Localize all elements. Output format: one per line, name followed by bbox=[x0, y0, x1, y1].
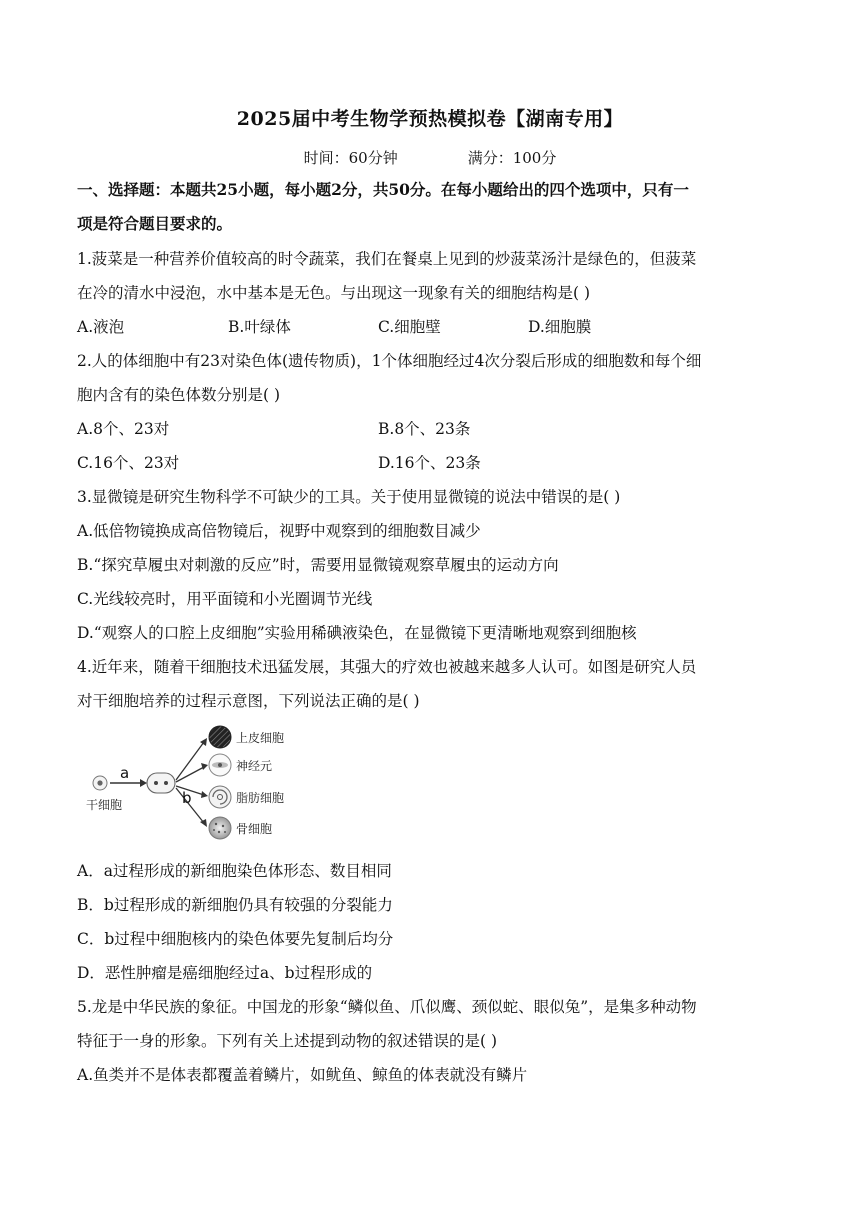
question-5-line2: 特征于一身的形象。下列有关上述提到动物的叙述错误的是( ) bbox=[77, 1032, 498, 1050]
question-1-line2: 在冷的清水中浸泡，水中基本是无色。与出现这一现象有关的细胞结构是( ) bbox=[77, 284, 591, 302]
bone-cell-label: 骨细胞 bbox=[236, 822, 273, 836]
q2-option-d: D.16个、23条 bbox=[378, 454, 481, 472]
stem-cell bbox=[93, 776, 107, 790]
process-b-label: b bbox=[182, 789, 192, 807]
question-3-line1: 3.显微镜是研究生物科学不可缺少的工具。关于使用显微镜的说法中错误的是( ) bbox=[77, 488, 621, 506]
epithelial-cell-icon bbox=[209, 726, 231, 748]
q1-option-d: D.细胞膜 bbox=[528, 318, 592, 336]
fat-cell-label: 脂肪细胞 bbox=[236, 791, 285, 805]
question-4-line2: 对干细胞培养的过程示意图，下列说法正确的是( ) bbox=[77, 692, 420, 710]
process-b-arrows bbox=[176, 738, 208, 827]
bone-cell-icon bbox=[209, 817, 231, 839]
q4-option-c: C．b过程中细胞核内的染色体要先复制后均分 bbox=[77, 930, 394, 948]
full-score: 满分：100分 bbox=[467, 149, 557, 167]
q3-option-a: A.低倍物镜换成高倍物镜后，视野中观察到的细胞数目减少 bbox=[77, 522, 481, 540]
q2-option-b: B.8个、23条 bbox=[378, 420, 471, 438]
neuron-icon bbox=[209, 754, 231, 776]
section-heading-line1: 一、选择题：本题共25小题，每小题2分，共50分。在每小题给出的四个选项中，只有一 bbox=[77, 180, 689, 199]
q4-option-b: B．b过程形成的新细胞仍具有较强的分裂能力 bbox=[77, 896, 393, 914]
q3-option-d: D.“观察人的口腔上皮细胞”实验用稀碘液染色，在显微镜下更清晰地观察到细胞核 bbox=[77, 624, 637, 642]
q2-option-c: C.16个、23对 bbox=[77, 454, 180, 472]
q2-option-a: A.8个、23对 bbox=[77, 420, 170, 438]
question-1-line1: 1.菠菜是一种营养价值较高的时令蔬菜，我们在餐桌上见到的炒菠菜汤汁是绿色的，但菠菜 bbox=[77, 250, 697, 268]
exam-meta bbox=[0, 147, 860, 168]
question-2-line1: 2.人的体细胞中有23对染色体(遗传物质)，1个体细胞经过4次分裂后形成的细胞数和每个细 bbox=[77, 352, 702, 370]
stem-cell-diagram bbox=[80, 720, 320, 850]
q3-option-b: B.“探究草履虫对刺激的反应”时，需要用显微镜观察草履虫的运动方向 bbox=[77, 556, 559, 574]
neuron-label: 神经元 bbox=[236, 759, 273, 773]
time-limit: 时间：60分钟 bbox=[303, 149, 398, 167]
question-5-line1: 5.龙是中华民族的象征。中国龙的形象“鳞似鱼、爪似鹰、颈似蛇、眼似兔”，是集多种动物 bbox=[77, 998, 697, 1016]
question-2-line2: 胞内含有的染色体数分别是( ) bbox=[77, 386, 281, 404]
stem-cell-label: 干细胞 bbox=[86, 798, 123, 812]
daughter-cells bbox=[147, 773, 175, 793]
q1-option-b: B.叶绿体 bbox=[228, 318, 291, 336]
process-a-label: a bbox=[120, 764, 130, 782]
fat-cell-icon bbox=[209, 786, 231, 808]
q5-option-a: A.鱼类并不是体表都覆盖着鳞片，如鱿鱼、鲸鱼的体表就没有鳞片 bbox=[77, 1066, 528, 1084]
q3-option-c: C.光线较亮时，用平面镜和小光圈调节光线 bbox=[77, 590, 373, 608]
q4-option-d: D．恶性肿瘤是癌细胞经过a、b过程形成的 bbox=[77, 964, 373, 982]
page-title: 2025届中考生物学预热模拟卷【湖南专用】 bbox=[236, 108, 624, 130]
q4-option-a: A．a过程形成的新细胞染色体形态、数目相同 bbox=[77, 862, 392, 880]
q1-option-a: A.液泡 bbox=[77, 318, 125, 336]
q1-option-c: C.细胞壁 bbox=[378, 318, 441, 336]
epithelial-cell-label: 上皮细胞 bbox=[236, 731, 285, 745]
question-4-line1: 4.近年来，随着干细胞技术迅猛发展，其强大的疗效也被越来越多人认可。如图是研究人员 bbox=[77, 658, 697, 676]
section-heading-line2: 项是符合题目要求的。 bbox=[77, 214, 233, 233]
